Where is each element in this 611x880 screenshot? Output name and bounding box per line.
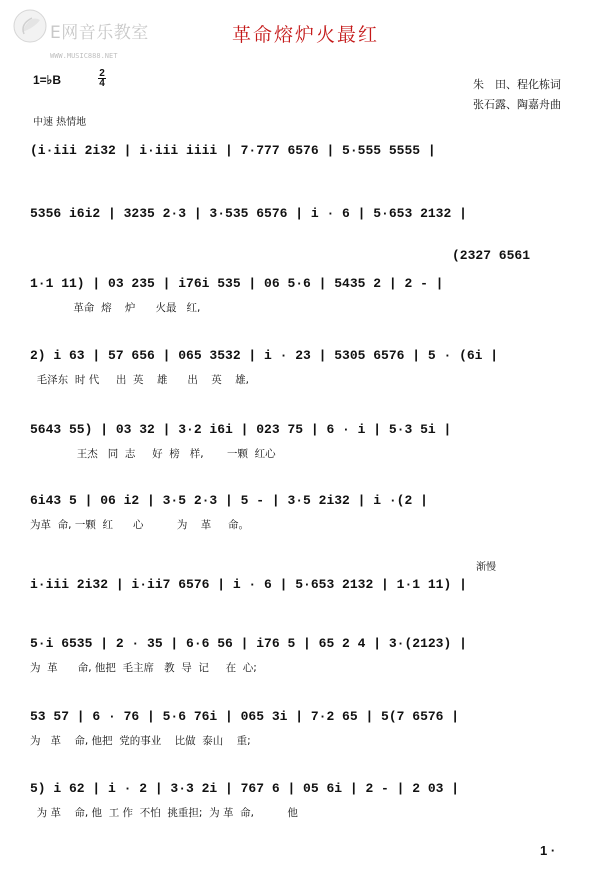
notation-line-1: (i·iii 2i32 | i·iii iiii | 7·777 6576 | 5·555 5555 | xyxy=(30,143,436,158)
lyrics-line-7 xyxy=(30,601,570,617)
notation-line-3: 1·1 11) | 03 235 | i76i 535 | 06 5·6 | 5435 2 | 2 - | xyxy=(30,276,444,291)
lyrics-line-1 xyxy=(30,166,570,182)
lyrics-line-4: 毛泽东 时 代 出 英 雄 出 英 雄, xyxy=(30,374,249,386)
lyrics-line-2 xyxy=(30,229,570,245)
lyricist-credit: 朱 田、程化栋词 xyxy=(473,78,561,91)
notation-line-5: 5643 55) | 03 32 | 3·2 i6i | 023 75 | 6 · i | 5·3 5i | xyxy=(30,422,452,437)
lyrics-line-9: 为 革 命, 他把 党的事业 比做 泰山 重; xyxy=(30,735,251,747)
notation-line-10: 5) i 62 | i · 2 | 3·3 2i | 767 6 | 05 6i | 2 - | 2 03 | xyxy=(30,781,460,796)
notation-line-8: 5·i 6535 | 2 · 35 | 6·6 56 | i76 5 | 65 2 4 | 3·(2123) | xyxy=(30,636,467,651)
key-signature: 1=♭B xyxy=(33,73,62,87)
time-signature xyxy=(98,69,106,88)
time-signature-top: 2 xyxy=(99,68,105,79)
notation-line-6: 6i43 5 | 06 i2 | 3·5 2·3 | 5 - | 3·5 2i32 | i ·(2 | xyxy=(30,493,428,508)
lyrics-line-10: 为 革 命, 他 工 作 不怕 挑重担; 为 革 命, 他 xyxy=(30,807,298,819)
lyrics-line-6: 为革 命, 一颗 红 心 为 革 命。 xyxy=(30,519,249,531)
prelude-notes: (2327 6561 xyxy=(452,248,531,263)
notation-line-2: 5356 i6i2 | 3235 2·3 | 3·535 6576 | i · 6 | 5·653 2132 | xyxy=(30,206,467,221)
watermark-url: WWW.MUSIC888.NET xyxy=(50,52,118,60)
time-signature-bottom: 4 xyxy=(99,78,105,89)
notation-line-7: i·iii 2i32 | i·ii7 6576 | i · 6 | 5·653 2132 | 1·1 11) | xyxy=(30,577,467,592)
tempo-marking: 中速 热情地 xyxy=(33,117,87,128)
lyrics-line-3: 革命 熔 炉 火最 红, xyxy=(30,302,201,314)
composer-credit: 张石露、陶嘉舟曲 xyxy=(473,98,561,111)
lyrics-line-5: 王杰 同 志 好 榜 样, 一颗 红心 xyxy=(30,448,276,460)
page-number: 1 · xyxy=(540,843,556,858)
lyrics-line-8: 为 革 命, 他把 毛主席 教 导 记 在 心; xyxy=(30,662,257,674)
song-title: 革命熔炉火最红 xyxy=(231,24,379,46)
notation-line-9: 53 57 | 6 · 76 | 5·6 76i | 065 3i | 7·2 65 | 5(7 6576 | xyxy=(30,709,460,724)
watermark-brand: E网音乐教室 xyxy=(50,23,149,43)
tempo-change-marking: 渐慢 xyxy=(476,562,496,573)
notation-line-4: 2) i 63 | 57 656 | 065 3532 | i · 23 | 5305 6576 | 5 · (6i | xyxy=(30,348,499,363)
